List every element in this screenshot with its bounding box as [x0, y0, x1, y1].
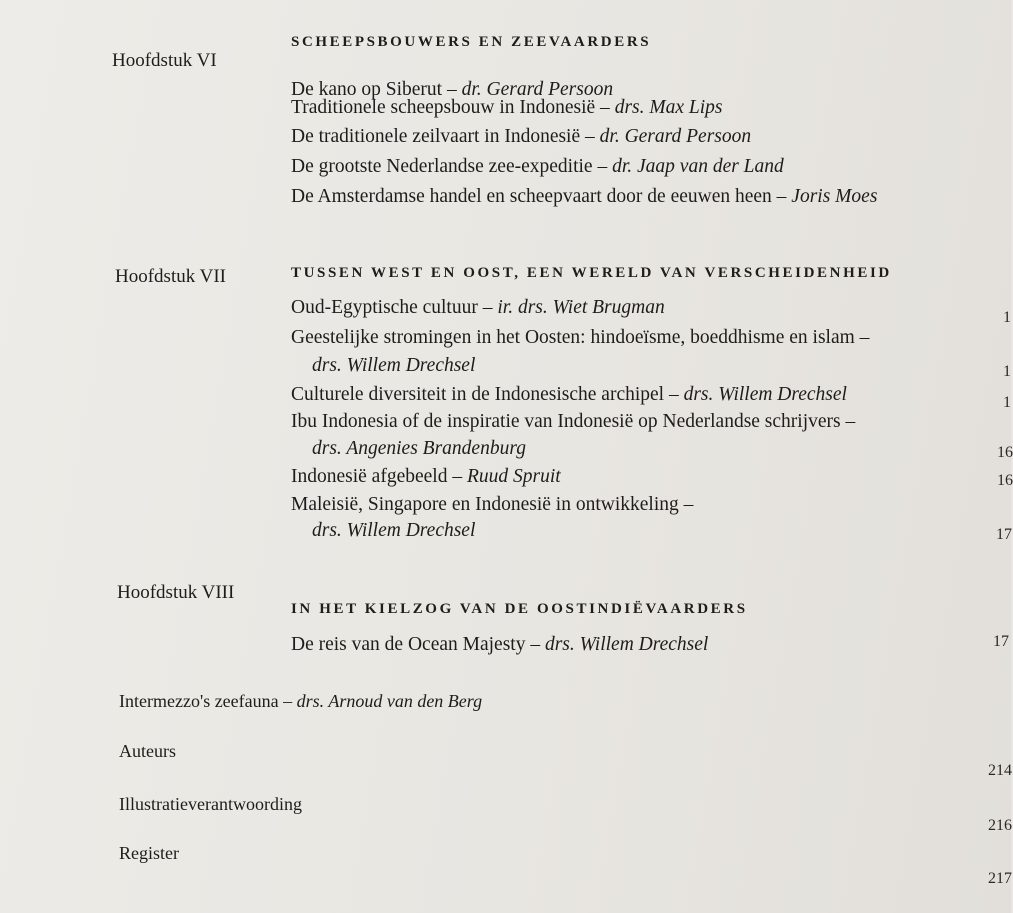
- chapter-title-6: SCHEEPSBOUWERS EN ZEEVAARDERS: [291, 34, 652, 50]
- toc-entry: [291, 156, 784, 178]
- entry-author: dr. Jaap van der Land: [612, 156, 784, 177]
- page-number: 16: [997, 472, 1013, 489]
- toc-entry: [291, 126, 751, 148]
- back-matter-intermezzo: [119, 691, 482, 712]
- page-number: 1: [1003, 309, 1011, 326]
- entry-title: Traditionele scheepsbouw in Indonesië –: [291, 97, 615, 118]
- entry-title: Oud-Egyptische cultuur –: [291, 297, 498, 318]
- toc-entry: [291, 186, 877, 208]
- entry-author: ir. drs. Wiet Brugman: [497, 297, 665, 318]
- entry-title: Intermezzo's zeefauna –: [119, 691, 297, 711]
- page-number: 17: [996, 526, 1012, 543]
- toc-entry: [291, 466, 561, 488]
- back-matter-illustraties: Illustratieverantwoording: [119, 794, 302, 814]
- page-number: 216: [988, 817, 1012, 834]
- toc-entry: [291, 97, 723, 119]
- page-number: 1: [1003, 363, 1011, 380]
- entry-author: drs. Willem Drechsel: [312, 355, 476, 376]
- toc-entry: [291, 411, 855, 433]
- page-number: 16: [997, 444, 1013, 461]
- toc-entry-continuation: [312, 438, 526, 460]
- entry-title: De Amsterdamse handel en scheepvaart door de eeuwen heen –: [291, 186, 792, 207]
- chapter-title-7: TUSSEN WEST EN OOST, EEN WERELD VAN VERSCHEIDENHEID: [291, 265, 892, 281]
- entry-author: drs. Willem Drechsel: [312, 520, 476, 541]
- entry-title: De kano op Siberut –: [291, 79, 462, 100]
- chapter-label-7: Hoofdstuk VII: [115, 266, 227, 287]
- page-number: 17: [993, 633, 1009, 650]
- chapter-label-8: Hoofdstuk VIII: [117, 582, 235, 603]
- entry-title: Indonesië afgebeeld –: [291, 466, 467, 487]
- entry-title: De traditionele zeilvaart in Indonesië –: [291, 126, 600, 147]
- entry-author: Ruud Spruit: [466, 466, 561, 487]
- toc-entry: [291, 494, 693, 516]
- entry-author: drs. Arnoud van den Berg: [296, 691, 483, 711]
- entry-title: De grootste Nederlandse zee-expeditie –: [291, 156, 613, 177]
- entry-author: drs. Angenies Brandenburg: [312, 438, 526, 459]
- entry-author: drs. Willem Drechsel: [544, 634, 709, 655]
- chapter-label-6: Hoofdstuk VI: [112, 50, 217, 71]
- toc-entry-continuation: [312, 520, 475, 542]
- page-number: 214: [988, 762, 1012, 779]
- entry-title: Geestelijke stromingen in het Oosten: hindoeïsme, boeddhisme en islam –: [291, 327, 870, 348]
- page-number: 217: [988, 870, 1012, 887]
- entry-title: Maleisië, Singapore en Indonesië in ontwikkeling –: [291, 494, 694, 515]
- entry-author: dr. Gerard Persoon: [599, 126, 752, 147]
- entry-title: Ibu Indonesia of de inspiratie van Indonesië op Nederlandse schrijvers –: [291, 411, 856, 432]
- page-number: 1: [1003, 394, 1011, 411]
- entry-title: De reis van de Ocean Majesty –: [291, 634, 545, 655]
- entry-author: Joris Moes: [791, 186, 878, 207]
- entry-author: dr. Gerard Persoon: [461, 79, 614, 100]
- back-matter-auteurs: Auteurs: [119, 741, 176, 761]
- entry-author: drs. Max Lips: [614, 97, 723, 118]
- toc-entry: [291, 327, 869, 349]
- chapter-title-8: IN HET KIELZOG VAN DE OOSTINDIËVAARDERS: [291, 601, 748, 617]
- toc-entry: [291, 297, 665, 319]
- entry-title: Culturele diversiteit in de Indonesische archipel –: [291, 384, 684, 405]
- back-matter-register: Register: [119, 843, 179, 863]
- toc-entry-continuation: [312, 355, 475, 377]
- toc-entry: [291, 634, 708, 656]
- entry-author: drs. Willem Drechsel: [683, 384, 847, 405]
- toc-entry: [291, 384, 847, 406]
